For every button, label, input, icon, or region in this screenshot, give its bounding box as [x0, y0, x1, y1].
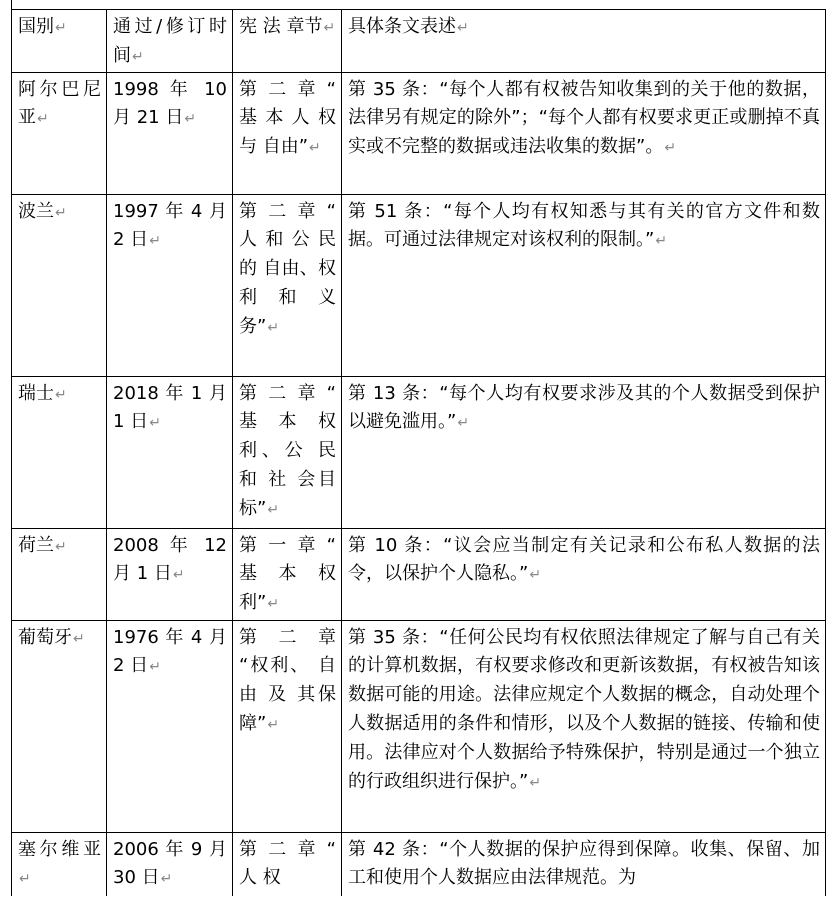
cell-text: 第 42 条：“个人数据的保护应得到保障。收集、保留、加工和使用个人数据应由法律规范。为 [342, 832, 826, 896]
table-row [12, 620, 826, 832]
constitution-table [11, 9, 826, 896]
cell-chapter: 第 二 章 “ 人 和 公 民 的 自由、权 利 和 义 务”↵ [233, 194, 342, 376]
cell-text: 第 13 条：“每个人均有权要求涉及其的个人数据受到保护以避免滥用。”↵ [342, 376, 826, 528]
cell-country: 塞尔维亚↵ [12, 832, 107, 896]
table-row [12, 528, 826, 620]
cell-chapter: 第 二 章 “ 基 本 权利、公 民 和 社 会目标”↵ [233, 376, 342, 528]
cell-country: 瑞士↵ [12, 376, 107, 528]
table-row [12, 72, 826, 194]
cell-date: 2006 年 9 月 30 日↵ [107, 832, 233, 896]
table-header-row [12, 10, 826, 73]
header-chapter: 宪 法 章节↵ [233, 10, 342, 73]
header-country: 国别↵ [12, 10, 107, 73]
cell-text: 第 10 条：“议会应当制定有关记录和公布私人数据的法令，以保护个人隐私。”↵ [342, 528, 826, 620]
cell-text: 第 35 条：“任何公民均有权依照法律规定了解与自己有关的计算机数据，有权要求修改和更新该数据，有权被告知该数据可能的用途。法律应规定个人数据的概念，自动处理个人数据适用的条件和情形，以及个人数据的链接、传输和使用。法律应对个人数据给予特殊保护，特别是通过一个独立的行政组织进行保护。”↵ [342, 620, 826, 832]
header-date: 通过/修订时间↵ [107, 10, 233, 73]
cell-date: 2008 年 12 月 1 日↵ [107, 528, 233, 620]
cell-date: 1997 年 4 月 2 日↵ [107, 194, 233, 376]
cell-country: 荷兰↵ [12, 528, 107, 620]
page-edge-mark [11, 0, 12, 9]
cell-chapter: 第 一 章 “ 基 本 权利”↵ [233, 528, 342, 620]
cell-country: 阿尔巴尼亚↵ [12, 72, 107, 194]
cell-chapter: 第 二 章 “ 基 本 人 权 与 自由”↵ [233, 72, 342, 194]
cell-text: 第 35 条：“每个人都有权被告知收集到的关于他的数据，法律另有规定的除外”；“每个人都有权要求更正或删掉不真实或不完整的数据或违法收集的数据”。↵ [342, 72, 826, 194]
cell-date: 1976 年 4 月 2 日↵ [107, 620, 233, 832]
cell-chapter: 第 二 章 “权利、 自 由 及 其保障”↵ [233, 620, 342, 832]
table-row [12, 832, 826, 896]
cell-date: 1998 年 10 月 21 日↵ [107, 72, 233, 194]
header-text: 具体条文表述↵ [342, 10, 826, 73]
table-row [12, 376, 826, 528]
cell-text: 第 51 条：“每个人均有权知悉与其有关的官方文件和数据。可通过法律规定对该权利的限制。”↵ [342, 194, 826, 376]
cell-date: 2018 年 1 月 1 日↵ [107, 376, 233, 528]
table-row [12, 194, 826, 376]
cell-country: 波兰↵ [12, 194, 107, 376]
cell-chapter: 第 二 章 “ 人 权 [233, 832, 342, 896]
cell-country: 葡萄牙↵ [12, 620, 107, 832]
